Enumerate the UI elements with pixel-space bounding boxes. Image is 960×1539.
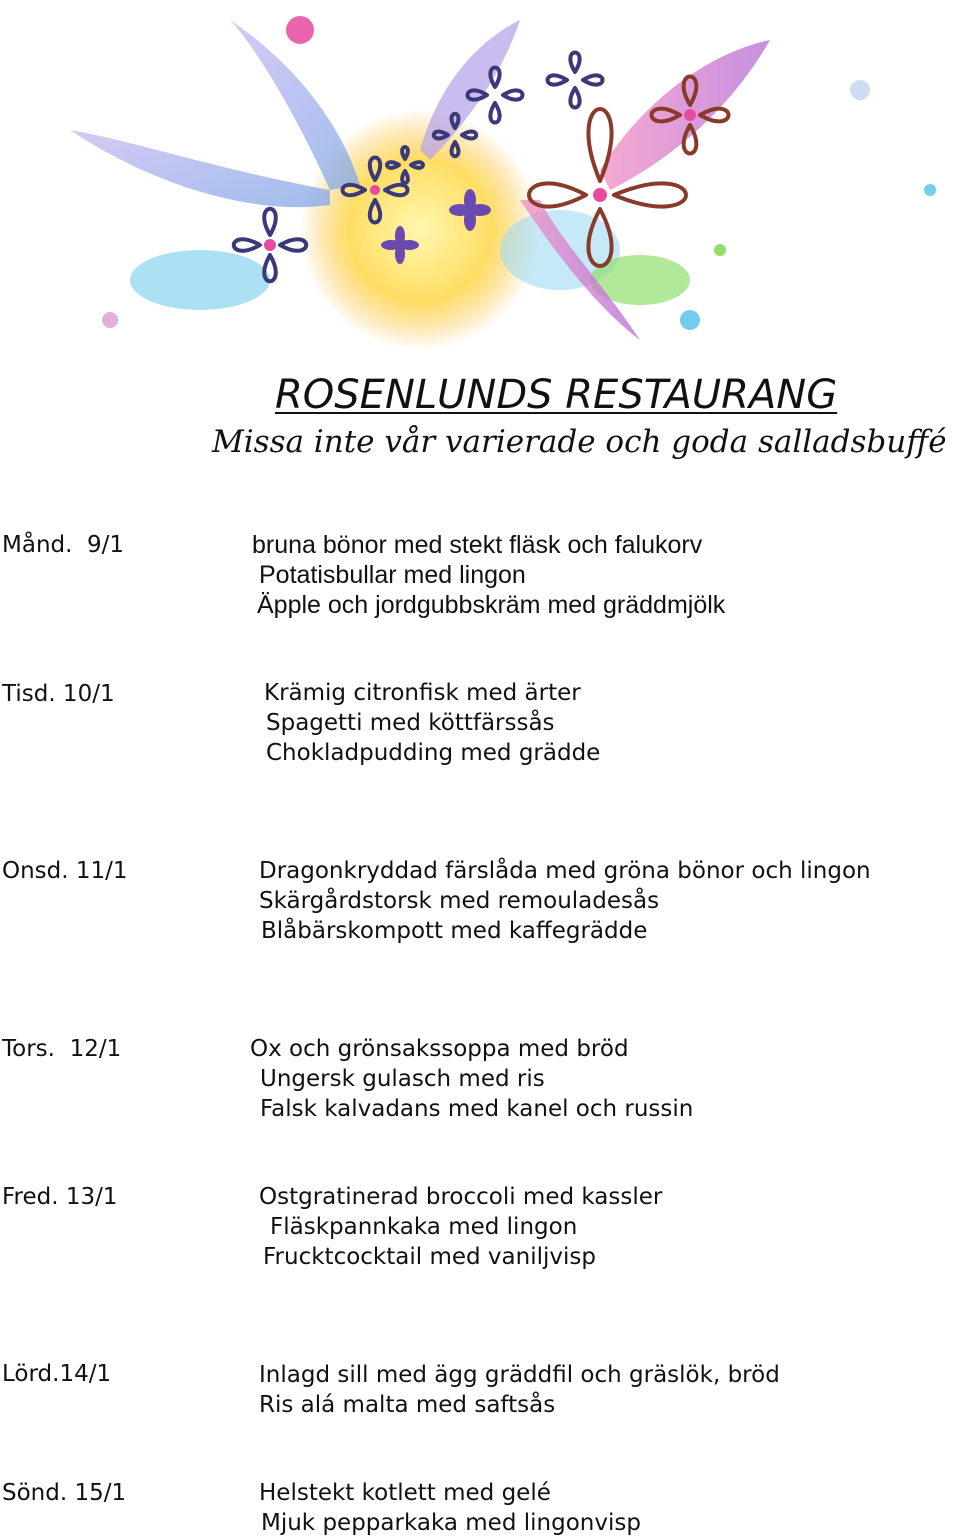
dish-monday-1: bruna bönor med stekt fläsk och falukorv: [252, 531, 703, 559]
day-label-monday: Månd. 9/1: [2, 532, 125, 558]
dish-tuesday-1: Krämig citronfisk med ärter: [264, 680, 581, 706]
dish-friday-2: Fläskpannkaka med lingon: [270, 1214, 578, 1240]
day-label-thursday: Tors. 12/1: [2, 1036, 122, 1062]
dish-sunday-2: Mjuk pepparkaka med lingonvisp: [261, 1510, 641, 1536]
dish-monday-2: Potatisbullar med lingon: [259, 561, 526, 589]
dish-tuesday-2: Spagetti med köttfärssås: [266, 710, 555, 736]
dish-friday-1: Ostgratinerad broccoli med kassler: [259, 1184, 663, 1210]
restaurant-subtitle: Missa inte vår varierade och goda salladsbuffé: [212, 424, 947, 460]
dish-thursday-3: Falsk kalvadans med kanel och russin: [260, 1096, 694, 1122]
day-label-friday: Fred. 13/1: [2, 1184, 118, 1210]
dish-monday-3: Äpple och jordgubbskräm med gräddmjölk: [257, 591, 726, 619]
dish-wednesday-3: Blåbärskompott med kaffegrädde: [261, 918, 648, 944]
dish-saturday-2: Ris alá malta med saftsås: [259, 1392, 556, 1418]
floral-header-illustration: [0, 0, 960, 350]
restaurant-title: ROSENLUNDS RESTAURANG: [275, 372, 838, 418]
dish-tuesday-3: Chokladpudding med grädde: [266, 740, 601, 766]
dish-saturday-1: Inlagd sill med ägg gräddfil och gräslök, bröd: [259, 1362, 780, 1388]
day-label-sunday: Sönd. 15/1: [2, 1480, 127, 1506]
dish-thursday-2: Ungersk gulasch med ris: [260, 1066, 545, 1092]
dish-wednesday-1: Dragonkryddad färslåda med gröna bönor och lingon: [259, 858, 871, 884]
dish-sunday-1: Helstekt kotlett med gelé: [259, 1480, 551, 1506]
dish-friday-3: Frucktcocktail med vaniljvisp: [263, 1244, 596, 1270]
day-label-wednesday: Onsd. 11/1: [2, 858, 128, 884]
dish-wednesday-2: Skärgårdstorsk med remouladesås: [259, 888, 660, 914]
dish-thursday-1: Ox och grönsakssoppa med bröd: [250, 1036, 629, 1062]
day-label-tuesday: Tisd. 10/1: [2, 681, 115, 707]
day-label-saturday: Lörd.14/1: [2, 1361, 112, 1387]
